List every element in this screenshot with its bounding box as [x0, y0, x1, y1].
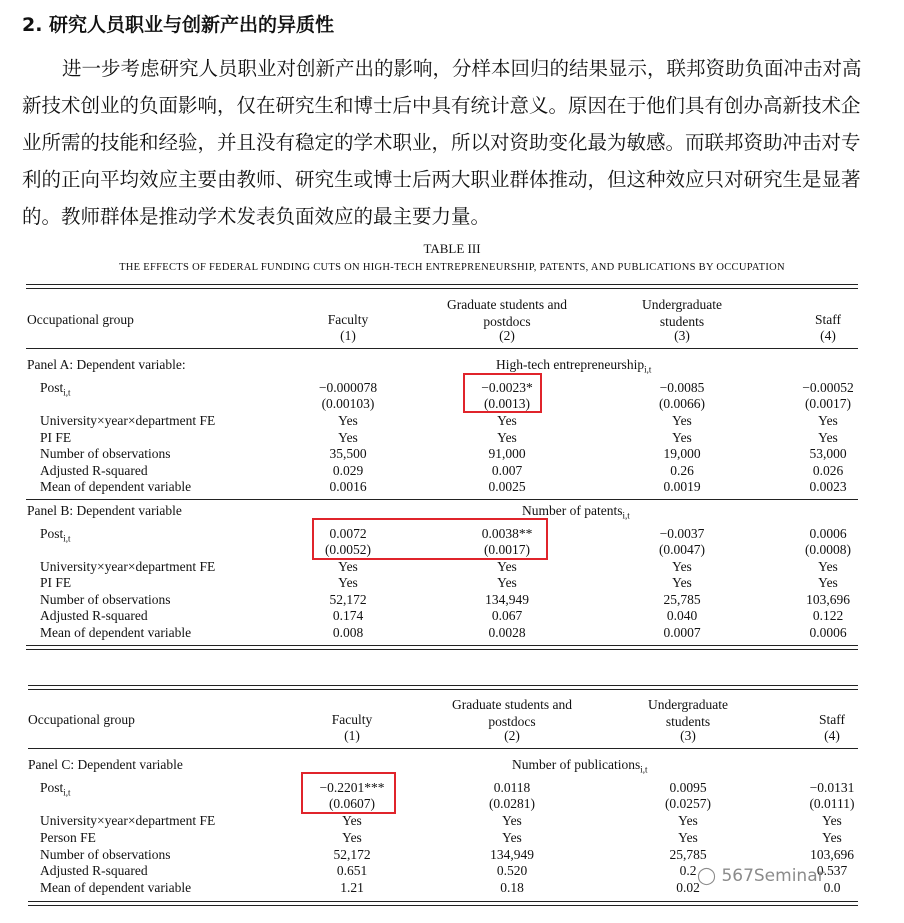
panelC-mean-1: 1.21: [340, 880, 364, 895]
c-top-rule-2: [28, 689, 858, 690]
post-label-text: Post: [40, 780, 64, 795]
panelA-fe1-label: University×year×department FE: [40, 413, 216, 428]
panelB-r2-2: 0.067: [491, 608, 523, 623]
panelC-fe2-label: Person FE: [40, 830, 96, 845]
c-col1-num: (1): [344, 728, 360, 743]
table-subtitle: THE EFFECTS OF FEDERAL FUNDING CUTS ON HIGH-TECH ENTREPRENEURSHIP, PATENTS, AND PUBLICATIONS BY OCCUPATION: [119, 262, 785, 273]
panelC-fe1-label: University×year×department FE: [40, 813, 216, 828]
panelA-nobs-4: 53,000: [809, 446, 847, 461]
panelC-nobs-4: 103,696: [810, 847, 854, 862]
panelA-se-2: (0.0013): [483, 396, 531, 411]
c-bottom-rule-2: [28, 905, 858, 906]
post-label-text: Post: [40, 380, 64, 395]
panelA-mean-3: 0.0019: [663, 479, 701, 494]
panelB-fe2-1: Yes: [338, 575, 358, 590]
highlight-box-panelB: [312, 518, 548, 560]
panelC-post-label: [40, 780, 71, 801]
panelC-fe1-2: Yes: [502, 813, 522, 828]
panelA-fe2-1: Yes: [338, 430, 358, 445]
bottom-rule-2: [26, 649, 858, 650]
c-col3-name: Undergraduate students: [648, 697, 728, 729]
panelC-fe1-4: Yes: [822, 813, 842, 828]
panelB-post-1: 0.0072: [329, 526, 367, 541]
watermark: [697, 866, 825, 886]
col1-name: Faculty: [327, 312, 369, 327]
panelA-fe2-4: Yes: [818, 430, 838, 445]
panelB-fe1-label: University×year×department FE: [40, 559, 216, 574]
panelA-se-4: (0.0017): [804, 396, 852, 411]
panelA-r2-3: 0.26: [670, 463, 694, 478]
panelB-mean-1: 0.008: [332, 625, 364, 640]
panelC-fe1-3: Yes: [678, 813, 698, 828]
panelA-r2-4: 0.026: [812, 463, 844, 478]
panelB-post-4: 0.0006: [809, 526, 847, 541]
post-label-sub: i,t: [63, 787, 71, 798]
c-top-rule-1: [28, 685, 858, 686]
panelC-label: Panel C: Dependent variable: [28, 757, 183, 772]
panelB-fe1-1: Yes: [338, 559, 358, 574]
panelA-se-3: (0.0066): [658, 396, 706, 411]
panelB-post-3: −0.0037: [659, 526, 705, 541]
panelB-se-3: (0.0047): [658, 542, 706, 557]
panelB-dv-text: Number of patents: [522, 503, 623, 518]
panelB-fe1-2: Yes: [497, 559, 517, 574]
panelA-mean-2: 0.0025: [488, 479, 526, 494]
panelB-nobs-3: 25,785: [663, 592, 701, 607]
panelA-label: Panel A: Dependent variable:: [27, 357, 186, 372]
panelB-nobs-label: Number of observations: [40, 592, 171, 607]
panelC-r2-1: 0.651: [336, 863, 368, 878]
header-label: Occupational group: [27, 312, 134, 327]
panelC-r2-4: 0.537: [816, 863, 848, 878]
c-col2-name: Graduate students and postdocs: [452, 697, 572, 729]
panelA-r2-2: 0.007: [491, 463, 523, 478]
panelB-r2-3: 0.040: [666, 608, 698, 623]
watermark-text: 567Seminar: [721, 866, 825, 886]
post-label-sub: i,t: [63, 533, 71, 544]
header-rule: [26, 348, 858, 349]
panelC-dv-text: Number of publications: [512, 757, 641, 772]
panelA-mean-4: 0.0023: [809, 479, 847, 494]
col1-num: (1): [340, 328, 356, 343]
panelC-se-1: (0.0607): [328, 796, 376, 811]
panelB-mean-4: 0.0006: [809, 625, 847, 640]
highlight-box-panelC: [301, 772, 396, 814]
panelA-post-2: −0.0023*: [481, 380, 533, 395]
panelA-r2-1: 0.029: [332, 463, 364, 478]
panelA-fe2-2: Yes: [497, 430, 517, 445]
panelA-dv-text: High-tech entrepreneurship: [496, 357, 645, 372]
panelC-r2-3: 0.2: [679, 863, 697, 878]
c-header-rule: [28, 748, 858, 749]
panelB-fe2-2: Yes: [497, 575, 517, 590]
panelC-post-2: 0.0118: [493, 780, 531, 795]
panelA-fe2-3: Yes: [672, 430, 692, 445]
panelB-mean-label: Mean of dependent variable: [40, 625, 192, 640]
panelA-nobs-3: 19,000: [663, 446, 701, 461]
panelA-post-3: −0.0085: [659, 380, 705, 395]
col2-name: Graduate students and postdocs: [447, 297, 567, 329]
col2-num: (2): [499, 328, 515, 343]
panelA-fe1-4: Yes: [818, 413, 838, 428]
c-col1-name: Faculty: [331, 712, 373, 727]
panelC-mean-4: 0.0: [823, 880, 841, 895]
panelC-mean-2: 0.18: [500, 880, 524, 895]
panelC-dv: [512, 757, 648, 778]
panelA-dv-sub: i,t: [644, 364, 652, 375]
panelC-mean-3: 0.02: [676, 880, 700, 895]
panelB-fe1-4: Yes: [818, 559, 838, 574]
panelB-label: Panel B: Dependent variable: [27, 503, 182, 518]
panelC-nobs-2: 134,949: [490, 847, 534, 862]
panelC-nobs-3: 25,785: [669, 847, 707, 862]
panelB-r2-label: Adjusted R-squared: [40, 608, 148, 623]
panelA-fe1-2: Yes: [497, 413, 517, 428]
section-heading: 2. 研究人员职业与创新产出的异质性: [22, 14, 335, 36]
panelB-se-2: (0.0017): [483, 542, 531, 557]
panelC-fe1-1: Yes: [342, 813, 362, 828]
panelA-nobs-label: Number of observations: [40, 446, 171, 461]
panelA-nobs-1: 35,500: [329, 446, 367, 461]
panelB-fe2-3: Yes: [672, 575, 692, 590]
panelC-se-3: (0.0257): [664, 796, 712, 811]
c-header-label: Occupational group: [28, 712, 135, 727]
panelC-fe2-4: Yes: [822, 830, 842, 845]
col4-name: Staff: [815, 312, 841, 327]
panelA-rule: [26, 499, 858, 500]
panelC-se-4: (0.0111): [809, 796, 855, 811]
post-label-sub: i,t: [63, 387, 71, 398]
panelB-nobs-1: 52,172: [329, 592, 367, 607]
panelA-mean-1: 0.0016: [329, 479, 367, 494]
section-paragraph: [22, 50, 862, 235]
panelC-post-4: −0.0131: [809, 780, 855, 795]
panelB-fe1-3: Yes: [672, 559, 692, 574]
panelA-post-4: −0.00052: [802, 380, 854, 395]
table-title: TABLE III: [423, 241, 481, 256]
panelB-nobs-4: 103,696: [806, 592, 850, 607]
top-rule-1: [26, 284, 858, 285]
panelC-se-2: (0.0281): [488, 796, 536, 811]
panelC-fe2-1: Yes: [342, 830, 362, 845]
panelC-mean-label: Mean of dependent variable: [40, 880, 192, 895]
panelA-r2-label: Adjusted R-squared: [40, 463, 148, 478]
wechat-icon: ◯: [697, 866, 717, 886]
panelA-mean-label: Mean of dependent variable: [40, 479, 192, 494]
panelC-post-3: 0.0095: [669, 780, 707, 795]
c-col4-num: (4): [824, 728, 840, 743]
top-rule-2: [26, 288, 858, 289]
c-col4-name: Staff: [819, 712, 845, 727]
panelB-r2-4: 0.122: [812, 608, 844, 623]
panelC-r2-2: 0.520: [496, 863, 528, 878]
panelC-fe2-2: Yes: [502, 830, 522, 845]
panelA-fe1-1: Yes: [338, 413, 358, 428]
c-col3-num: (3): [680, 728, 696, 743]
panelB-post-label: [40, 526, 71, 547]
panelC-post-1: −0.2201***: [319, 780, 385, 795]
panelB-mean-3: 0.0007: [663, 625, 701, 640]
panelB-fe2-label: PI FE: [40, 575, 72, 590]
panelC-dv-sub: i,t: [640, 764, 648, 775]
panelB-mean-2: 0.0028: [488, 625, 526, 640]
panelA-nobs-2: 91,000: [488, 446, 526, 461]
highlight-box-panelA: [463, 373, 542, 413]
panelA-se-1: (0.00103): [321, 396, 375, 411]
panelB-se-4: (0.0008): [804, 542, 852, 557]
panelC-nobs-label: Number of observations: [40, 847, 171, 862]
c-bottom-rule-1: [28, 901, 858, 902]
panelB-dv-sub: i,t: [622, 510, 630, 521]
panelB-r2-1: 0.174: [332, 608, 364, 623]
panelB-se-1: (0.0052): [324, 542, 372, 557]
panelA-fe2-label: PI FE: [40, 430, 72, 445]
panelB-fe2-4: Yes: [818, 575, 838, 590]
panelB-post-2: 0.0038**: [481, 526, 533, 541]
panelB-nobs-2: 134,949: [485, 592, 529, 607]
panelC-fe2-3: Yes: [678, 830, 698, 845]
panelC-nobs-1: 52,172: [333, 847, 371, 862]
c-col2-num: (2): [504, 728, 520, 743]
panelA-fe1-3: Yes: [672, 413, 692, 428]
col3-name: Undergraduate students: [642, 297, 722, 329]
col3-num: (3): [674, 328, 690, 343]
bottom-rule-1: [26, 645, 858, 646]
paragraph-text: 进一步考虑研究人员职业对创新产出的影响，分样本回归的结果显示，联邦资助负面冲击对高新技术创业的负面影响，仅在研究生和博士后中具有统计意义。原因在于他们具有创办高新技术企业所需的技能和经验，并且没有稳定的学术职业，所以对资助变化最为敏感。而联邦资助冲击对专利的正向平均效应主要由教师、研究生或博士后两大职业群体推动，但这种效应只对研究生是显著的。教师群体是推动学术发表负面效应的最主要力量。: [22, 57, 862, 228]
panelA-post-label: [40, 380, 71, 401]
post-label-text: Post: [40, 526, 64, 541]
col4-num: (4): [820, 328, 836, 343]
panelA-post-1: −0.000078: [318, 380, 378, 395]
panelC-r2-label: Adjusted R-squared: [40, 863, 148, 878]
